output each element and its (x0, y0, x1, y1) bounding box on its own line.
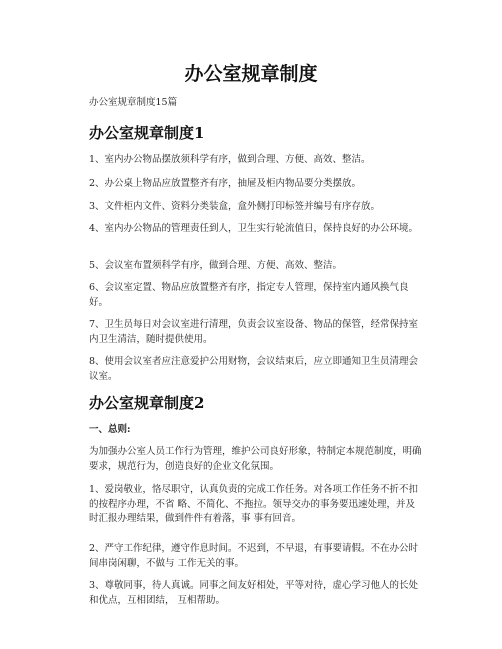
paragraph: 5、会议室布置须科学有序，做到合理、方便、高效、整洁。 (89, 260, 343, 271)
paragraph: 3、尊敬同事，待人真诚。同事之间友好相处，平等对待，虚心学习他人的长处和优点，互相团结， 互相帮助。 (89, 580, 419, 606)
paragraph: 7、卫生员每日对会议室进行清理，负责会议室设备、物品的保管，经常保持室内卫生清洁，随时提供使用。 (89, 319, 419, 345)
paragraph: 4、室内办公物品的管理责任到人，卫生实行轮流值日，保持良好的办公环境。 (89, 223, 419, 234)
paragraph: 2、严守工作纪律，遵守作息时间。不迟到，不早退，有事要请假。不在办公时间串岗闲聊，不做与 工作无关的事。 (89, 543, 419, 569)
paragraph: 8、使用会议室者应注意爱护公用财物，会议结束后，应立即通知卫生员清理会议室。 (89, 356, 419, 382)
document-subtitle: 办公室规章制度15篇 (89, 97, 178, 108)
paragraph: 6、会议室定置、物品应放置整齐有序，指定专人管理，保持室内通风换气良好。 (89, 282, 409, 308)
paragraph: 1、爱岗敬业，恪尽职守，认真负责的完成工作任务。对各项工作任务不折不扣的按程序办理，不省 略、不简化、不拖拉。领导交办的事务要迅速处理，并及时汇报办理结果，做到件件有着落，事 事有回音。 (89, 484, 419, 524)
section-heading-2: 办公室规章制度2 (89, 394, 205, 412)
section-label: 一、总则: (89, 424, 131, 435)
paragraph: 1、室内办公物品摆放须科学有序，做到合理、方便、高效、整洁。 (89, 154, 371, 165)
paragraph: 2、办公桌上物品应放置整齐有序，抽屉及柜内物品要分类摆放。 (89, 178, 362, 189)
document-title: 办公室规章制度 (184, 63, 318, 85)
paragraph: 3、文件柜内文件、资料分类装盒，盒外侧打印标签并编号有序存放。 (89, 201, 381, 212)
section-heading-1: 办公室规章制度1 (89, 124, 205, 142)
paragraph: 为加强办公室人员工作行为管理，维护公司良好形象，特制定本规范制度，明确要求，规范行为，创造良好的企业文化氛围。 (89, 446, 422, 472)
